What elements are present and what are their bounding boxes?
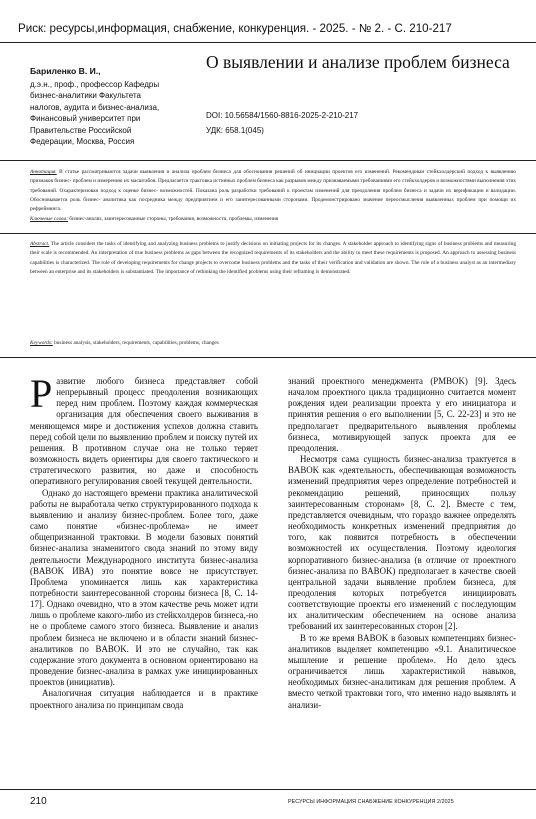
body-paragraph: азвитие любого бизнеса представляет собой непрерывный процесс преодоления возникающих перед ним проблем. Поэтому каждая коммерческая организация для обеспечения своего выживания в меняющемся мире и достижения успехов должна ставить перед собой цели по выявлению проблем и поиску путей их решения. В противном случае она не только теряет возможность видеть ориентиры для своего тактического и стратегического развития, но даже и способность оперативного регулирования своей текущей деятельности. <box>30 376 258 487</box>
abstract-en <box>30 240 516 277</box>
abstract-ru <box>30 168 516 214</box>
section-rule <box>0 357 536 358</box>
keywords-ru <box>30 215 516 224</box>
keywords-en <box>30 339 516 348</box>
keywords-ru-label: Ключевые слова: <box>30 216 68 222</box>
author-affiliation-line: Федерации, Москва, Россия <box>30 137 135 146</box>
author-affiliation-line: Финансовый университет при <box>30 114 141 123</box>
body-paragraph: Однако до настоящего времени практика аналитической работы не выработала четко структурированного подхода к выявлению и анализу бизнес-проблем. Более того, даже само понятие «бизнес-проблема» не имеет общепризнанной трактовки. В модели базовых понятий бизнес-анализа знаменитого свода знаний по этому виду деятельности Международного института бизнес-анализа (BABOK ИВА) это понятие вовсе не присутствует. Проблема упоминается лишь как характеристика потребности заинтересованной стороны бизнеса [8, С. 14-17]. Однако очевидно, что в этом качестве речь может идти лишь о проблеме какого-либо из стейкхолдеров бизнеса,-но не о проблеме самого этого бизнеса. Выявление и анализ проблем бизнеса не включено и в области знаний бизнес-аналитиков по BABOK. И это не случайно, так как содержание этого документа в основном ориентировано на проведение бизнес-анализа в рамках уже инициированных проектов (инициатив). <box>30 487 258 688</box>
author-affiliation-line: Правительстве Российской <box>30 125 132 135</box>
abstract-en-text: The article considers the tasks of identifying and analyzing business problems to justify decisions on initiating projects for its changes. A stakeholder approach to identifying signs of business problems and measuring their scale is recommended. An interpretation of true business problems as gaps between the recognized requirements of its stakeholders and the ability to meet these requirements is proposed. An approach to assessing business capabilities is characterized. The role of developing requirements for change projects to overcome business problems and the tasks of their verification and validation are shown. The role of a business analyst as an intermediary between an enterprise and its stakeholders is substantiated. The importance of rethinking the identified problems using their reframing is demonstrated. <box>30 241 516 275</box>
author-affiliation-line: д.э.н., проф., профессор Кафедры <box>30 79 160 89</box>
author-affiliation-line: налогов, аудита и бизнес-анализа, <box>30 102 160 112</box>
body-column-right <box>288 376 516 711</box>
abstract-ru-label: Аннотация. <box>30 169 57 175</box>
body-paragraph: В то же время BABOK в базовых компетенциях бизнес-аналитиков выделяет компетенцию «9.1. Аналитическое мышление и решение проблем». Но дело здесь ограничивается лишь характеристикой навыков, необходимых бизнес-аналитикам для решения проблем. А вместо четкой трактовки того, что именно надо выявлять и анализи- <box>288 632 516 710</box>
footer-rule <box>0 789 536 790</box>
body-paragraph: Несмотря сама сущность бизнес-анализа трактуется в BABOK как «деятельность, обеспечивающая возможность изменений предприятия через определение потребностей и рекомендацию решений, приносящих пользу заинтересованным сторонам» [8, С. 2]. Вместе с тем, представляется очевидным, что гораздо важнее определять необходимость конкретных изменений предприятия до того, как появится потребность в обеспечении возможностей их осуществления. Поэтому идеология корпоративного бизнес-анализа (в отличие от проектного бизнес-анализа по BABOK) предполагает в качестве своей центральной задачи выявление проблем бизнеса, для преодоления которых потребуется инициировать соответствующие проекты его изменений с последующим их аналитическим обеспечением на основе анализа требований их заинтересованных сторон [2]. <box>288 454 516 632</box>
body-column-left <box>30 371 258 711</box>
abstract-ru-text: В статье рассматриваются задачи выявления и анализа проблем бизнеса для обоснования решений об инициации проектов его изменений. Рекомендован стейкхолдерский подход к выявлению признаков бизнес- проблем и измерению их масштабов. Предлагается трактовка истинных проблем бизнеса как разрывов между признаваемыми требованиями его стейкхолдеров и возможностями выполнения этих требований. Охарактеризован подход к оценке бизнес- возможностей. Показана роль разработки требований к проектам изменений для преодоления проблем бизнеса и задачи их верификации и валидации. Обосновывается роль бизнес- аналитика как посредника между предприятием и его заинтересованными сторонами. Продемонстрировано значение переосмысления выявленных проблем при помощи их рефрейминга. <box>30 169 516 213</box>
footer-journal-name: РЕСУРСЫ ИНФОРМАЦИЯ СНАБЖЕНИЕ КОНКУРЕНЦИЯ 2/2025 <box>288 799 454 805</box>
author-affiliation-line: бизнес-аналитики Факультета <box>30 91 141 100</box>
body-paragraph: знаний проектного менеджмента (PMBOK) [9]. Здесь началом проектного цикла традиционно считается момент рождения идеи реализации проекта у его инициатора и принятия решения о его выполнении [5, С. 22-23] и это не предполагает предварительного выявления проблемы бизнеса, мотивирующей запуск проекта для ее преодоления. <box>288 376 516 453</box>
section-rule <box>0 233 536 234</box>
keywords-en-text: business analysis, stakeholders, requirements, capabilities, problems, changes <box>52 340 219 346</box>
article-udc: УДК: 658.1(045) <box>206 126 264 135</box>
article-doi: DOI: 10.56584/1560-8816-2025-2-210-217 <box>206 111 359 120</box>
author-block <box>30 66 200 148</box>
body-paragraph: Аналогичная ситуация наблюдается и в практике проектного анализа по принципам свода <box>30 688 258 710</box>
drop-cap: Р <box>30 371 53 416</box>
journal-citation: Риск: ресурсы,информация, снабжение, конкуренция. - 2025. - № 2. - С. 210-217 <box>18 22 452 35</box>
page-number: 210 <box>30 796 47 807</box>
keywords-ru-text: бизнес-анализ, заинтересованные стороны, требования, возможности, проблемы, изменения <box>67 216 279 222</box>
section-rule <box>0 160 536 161</box>
keywords-en-label: Keywords: <box>30 340 53 346</box>
abstract-en-label: Abstract. <box>30 241 50 247</box>
header-rule <box>0 42 536 43</box>
author-name: Бариленко В. И., <box>30 66 101 76</box>
article-title: О выявлении и анализе проблем бизнеса <box>206 52 510 72</box>
